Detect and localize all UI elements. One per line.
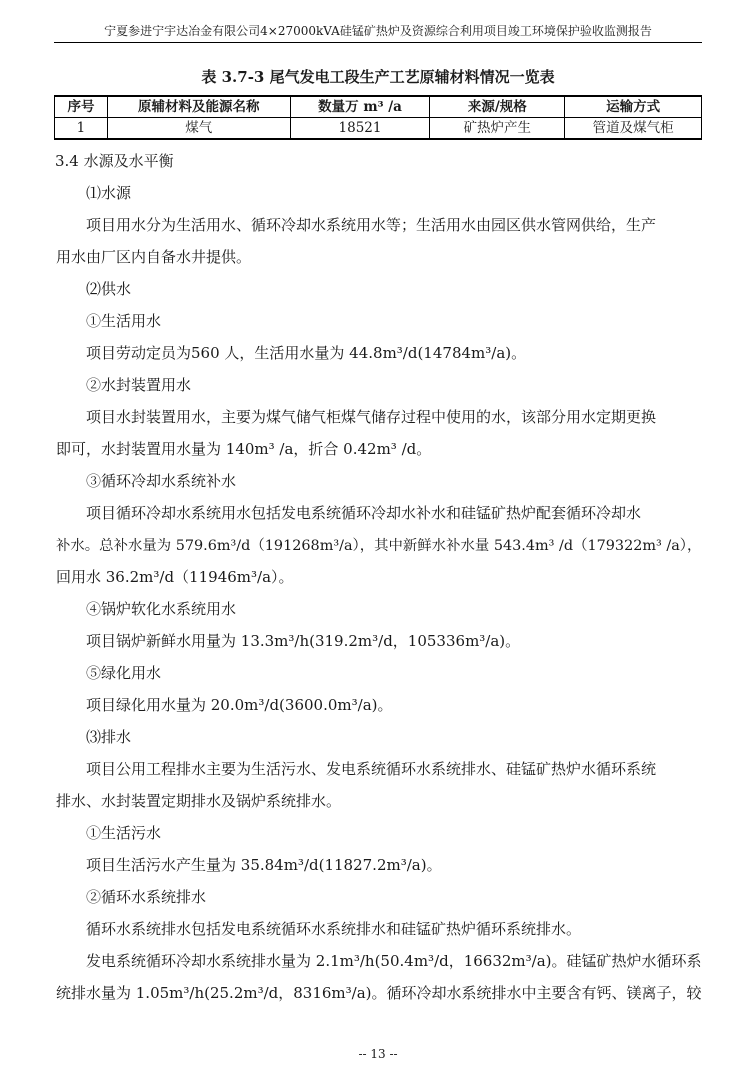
paragraph-line: 项目公用工程排水主要为生活污水、发电系统循环水系统排水、硅锰矿热炉水循环系统 <box>86 760 657 778</box>
table-header-row <box>55 96 702 118</box>
supply-heading: ⑵供水 <box>86 280 132 298</box>
subsection-heading: ⑤绿化用水 <box>86 664 162 682</box>
table-cell: 18521 <box>290 118 430 140</box>
water-source-line: 用水由厂区内自备水井提供。 <box>56 248 252 266</box>
subsection-heading: ②水封装置用水 <box>86 376 192 394</box>
table-caption: 表 3.7-3 尾气发电工段生产工艺原辅材料情况一览表 <box>201 68 555 86</box>
column-header: 原辅材料及能源名称 <box>107 96 290 118</box>
subsection-heading: ①生活用水 <box>86 312 162 330</box>
table-row <box>55 118 702 140</box>
header-divider <box>54 42 702 43</box>
drain-heading: ⑶排水 <box>86 728 132 746</box>
subsection-heading: ④锅炉软化水系统用水 <box>86 600 237 618</box>
paragraph-line: 项目生活污水产生量为 35.84m³/d(11827.2m³/a)。 <box>86 856 442 874</box>
paragraph-line: 即可，水封装置用水量为 140m³ /a，折合 0.42m³ /d。 <box>56 440 432 458</box>
table-cell: 煤气 <box>107 118 290 140</box>
paragraph-line: 循环水系统排水包括发电系统循环水系统排水和硅锰矿热炉循环系统排水。 <box>86 920 582 938</box>
water-source-line: 项目用水分为生活用水、循环冷却水系统用水等；生活用水由园区供水管网供给，生产 <box>86 216 657 234</box>
paragraph-line: 项目循环冷却水系统用水包括发电系统循环冷却水补水和硅锰矿热炉配套循环冷却水 <box>86 504 642 522</box>
paragraph-line: 项目水封装置用水，主要为煤气储气柜煤气储存过程中使用的水，该部分用水定期更换 <box>86 408 657 426</box>
paragraph-line: 项目锅炉新鲜水用量为 13.3m³/h(319.2m³/d，105336m³/a)。 <box>86 632 521 650</box>
paragraph-line: 回用水 36.2m³/d（11946m³/a）。 <box>56 568 294 586</box>
subsection-heading: ②循环水系统排水 <box>86 888 207 906</box>
section-title: 3.4 水源及水平衡 <box>55 152 174 170</box>
column-header: 序号 <box>55 96 108 118</box>
paragraph-line: 统排水量为 1.05m³/h(25.2m³/d，8316m³/a)。循环冷却水系统排水中主要含有钙、镁离子，较 <box>56 984 702 1002</box>
paragraph-line: 发电系统循环冷却水系统排水量为 2.1m³/h(50.4m³/d，16632m³/a)。硅锰矿热炉水循环系 <box>86 952 702 970</box>
paragraph-line: 项目绿化用水量为 20.0m³/d(3600.0m³/a)。 <box>86 696 393 714</box>
column-header: 来源/规格 <box>430 96 565 118</box>
water-source-heading: ⑴水源 <box>86 184 132 202</box>
subsection-heading: ③循环冷却水系统补水 <box>86 472 237 490</box>
table-cell: 1 <box>55 118 108 140</box>
paragraph-line: 项目劳动定员为560 人，生活用水量为 44.8m³/d(14784m³/a)。 <box>86 344 527 362</box>
paragraph-line: 补水。总补水量为 579.6m³/d（191268m³/a），其中新鲜水补水量 543.4m³ /d（179322m³ /a）， <box>56 538 702 554</box>
page-number: -- 13 -- <box>358 1047 398 1061</box>
subsection-heading: ①生活污水 <box>86 824 162 842</box>
table-cell: 矿热炉产生 <box>430 118 565 140</box>
column-header: 运输方式 <box>565 96 702 118</box>
page-header: 宁夏参进宁宇达冶金有限公司4×27000kVA硅锰矿热炉及资源综合利用项目竣工环境保护验收监测报告 <box>104 24 652 38</box>
paragraph-line: 排水、水封装置定期排水及锅炉系统排水。 <box>56 792 342 810</box>
materials-table <box>54 95 702 140</box>
column-header: 数量万 m³ /a <box>290 96 430 118</box>
table-cell: 管道及煤气柜 <box>565 118 702 140</box>
